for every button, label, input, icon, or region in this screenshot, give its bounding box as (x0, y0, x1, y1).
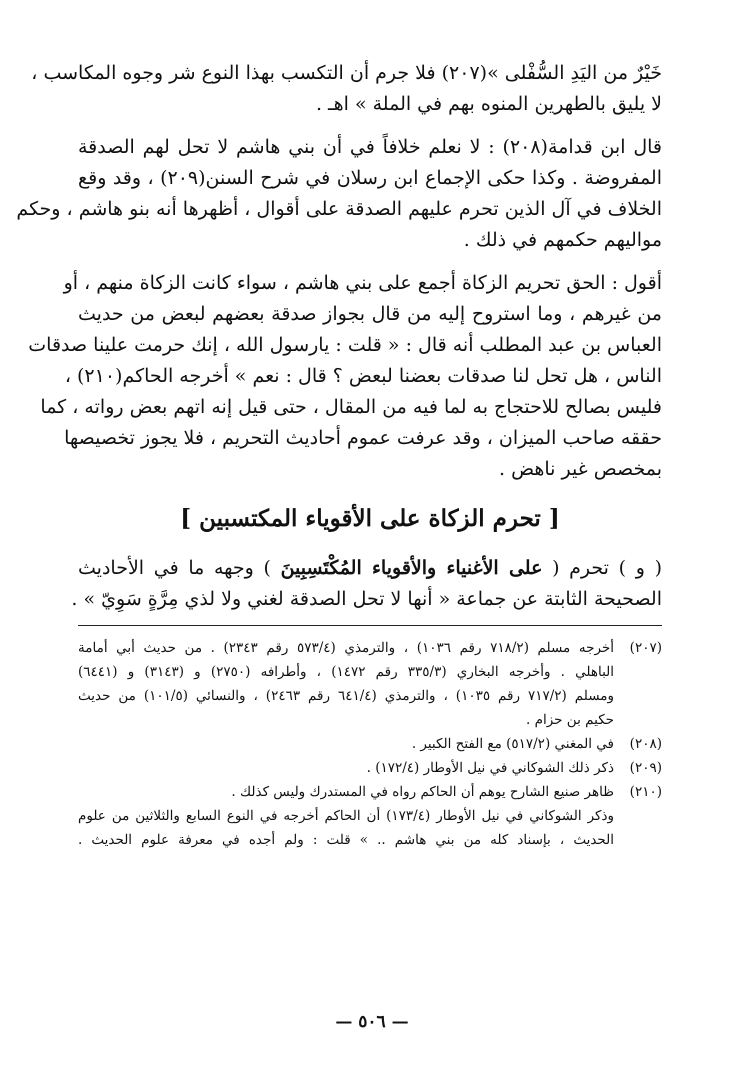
footnote-number: (٢٠٧) (629, 640, 662, 656)
footnote-209 (78, 756, 662, 780)
footnote-number: (٢٠٩) (629, 760, 662, 776)
body-paragraph-1 (31, 58, 662, 120)
footnote-line: في المغني (٥١٧/٢) مع الفتح الكبير . (411, 736, 614, 752)
main-text-bold: على الأغنياء والأقوياء المُكْتَسِبِينَ (280, 557, 543, 579)
footnote-divider (78, 625, 662, 626)
footnote-line: أخرجه مسلم (٧١٨/٢ رقم ١٠٣٦) ، والترمذي (٥٧٣/٤ رقم ٢٣٤٣) . من حديث أبي أمامة (78, 640, 614, 656)
footnote-line: وذكر الشوكاني في نيل الأوطار (١٧٣/٤) أن الحاكم أخرجه في النوع السابع والثلاثين من علوم (78, 808, 614, 824)
text-line: قال ابن قدامة(٢٠٨) : لا نعلم خلافاً في أن بني هاشم لا تحل لهم الصدقة (78, 136, 662, 158)
footnote-line: الباهلي . وأخرجه البخاري (٣٣٥/٣ رقم ١٤٧٢) ، وأطرافه (٢٧٥٠) و (٣١٤٣) و (٦٤٤١) (78, 664, 615, 680)
text-line: مواليهم حكمهم في ذلك . (463, 229, 662, 251)
footnote-line: ذكر ذلك الشوكاني في نيل الأوطار (١٧٢/٤) . (366, 760, 614, 776)
main-text (71, 553, 662, 615)
footnote-line: حكيم بن حزام . (526, 712, 614, 728)
body-paragraph-3 (28, 268, 662, 485)
text-line: أقول : الحق تحريم الزكاة أجمع على بني هاشم ، سواء كانت الزكاة منهم ، أو (63, 272, 662, 294)
main-text-prefix: ( و ) تحرم ( (542, 557, 662, 579)
text-line: حققه صاحب الميزان ، وقد عرفت عموم أحاديث التحريم ، فلا يجوز تخصيصها (64, 427, 662, 449)
footnotes (78, 636, 662, 852)
footnote-number: (٢٠٨) (629, 736, 662, 752)
section-heading: [ تحرم الزكاة على الأقوياء المكتسبين ] (180, 505, 560, 532)
footnote-207 (78, 636, 662, 732)
footnote-line: الحديث ، بإسناد كله من بني هاشم .. » قلت : ولم أجده في معرفة علوم الحديث . (78, 832, 614, 848)
text-line: العباس بن عبد المطلب أنه قال : « قلت : يارسول الله ، إنك حرمت علينا صدقات (28, 334, 662, 356)
text-line: المفروضة . وكذا حكى الإجماع ابن رسلان في شرح السنن(٢٠٩) ، وقد وقع (78, 167, 663, 189)
main-text-suffix: ) وجهه ما في الأحاديث (78, 557, 281, 579)
text-line: من غيرهم ، وما استروح إليه من قال بجواز صدقة بعضهم لبعض من حديث (78, 303, 662, 325)
footnote-line: ومسلم (٧١٧/٢ رقم ١٠٣٥) ، والترمذي (٦٤١/٤ رقم ٢٤٦٣) ، والنسائي (١٠١/٥) من حديث (78, 688, 614, 704)
text-line: بمخصص غير ناهض . (499, 458, 662, 480)
main-text-line (78, 553, 662, 584)
main-text-line: الصحيحة الثابتة عن جماعة « أنها لا تحل الصدقة لغني ولا لذي مِرَّةٍ سَوِيّ » . (71, 588, 662, 610)
text-line: الخلاف في آل الذين تحرم عليهم الصدقة على أقوال ، أظهرها أنه بنو هاشم ، وحكم (16, 198, 662, 220)
footnote-210 (78, 780, 662, 852)
footnote-number: (٢١٠) (629, 784, 662, 800)
text-line: لا يليق بالطهرين المنوه بهم في الملة » اهـ . (315, 93, 662, 115)
body-paragraph-2 (16, 132, 663, 256)
footnote-208 (78, 732, 662, 756)
footnote-line: ظاهر صنيع الشارح يوهم أن الحاكم رواه في المستدرك وليس كذلك . (231, 784, 614, 800)
text-line: فليس بصالح للاحتجاج به لما فيه من المقال ، حتى قيل إنه اتهم بعض رواته ، كما (40, 396, 662, 418)
page-number: — ٥٠٦ — (335, 1012, 409, 1032)
text-line: خَيْرٌ من اليَدِ السُّفْلى »(٢٠٧) فلا جرم أن التكسب بهذا النوع شر وجوه المكاسب ، (31, 62, 662, 84)
text-line: الناس ، هل تحل لنا صدقات بعضنا لبعض ؟ قال : نعم » أخرجه الحاكم(٢١٠) ، (64, 365, 662, 387)
